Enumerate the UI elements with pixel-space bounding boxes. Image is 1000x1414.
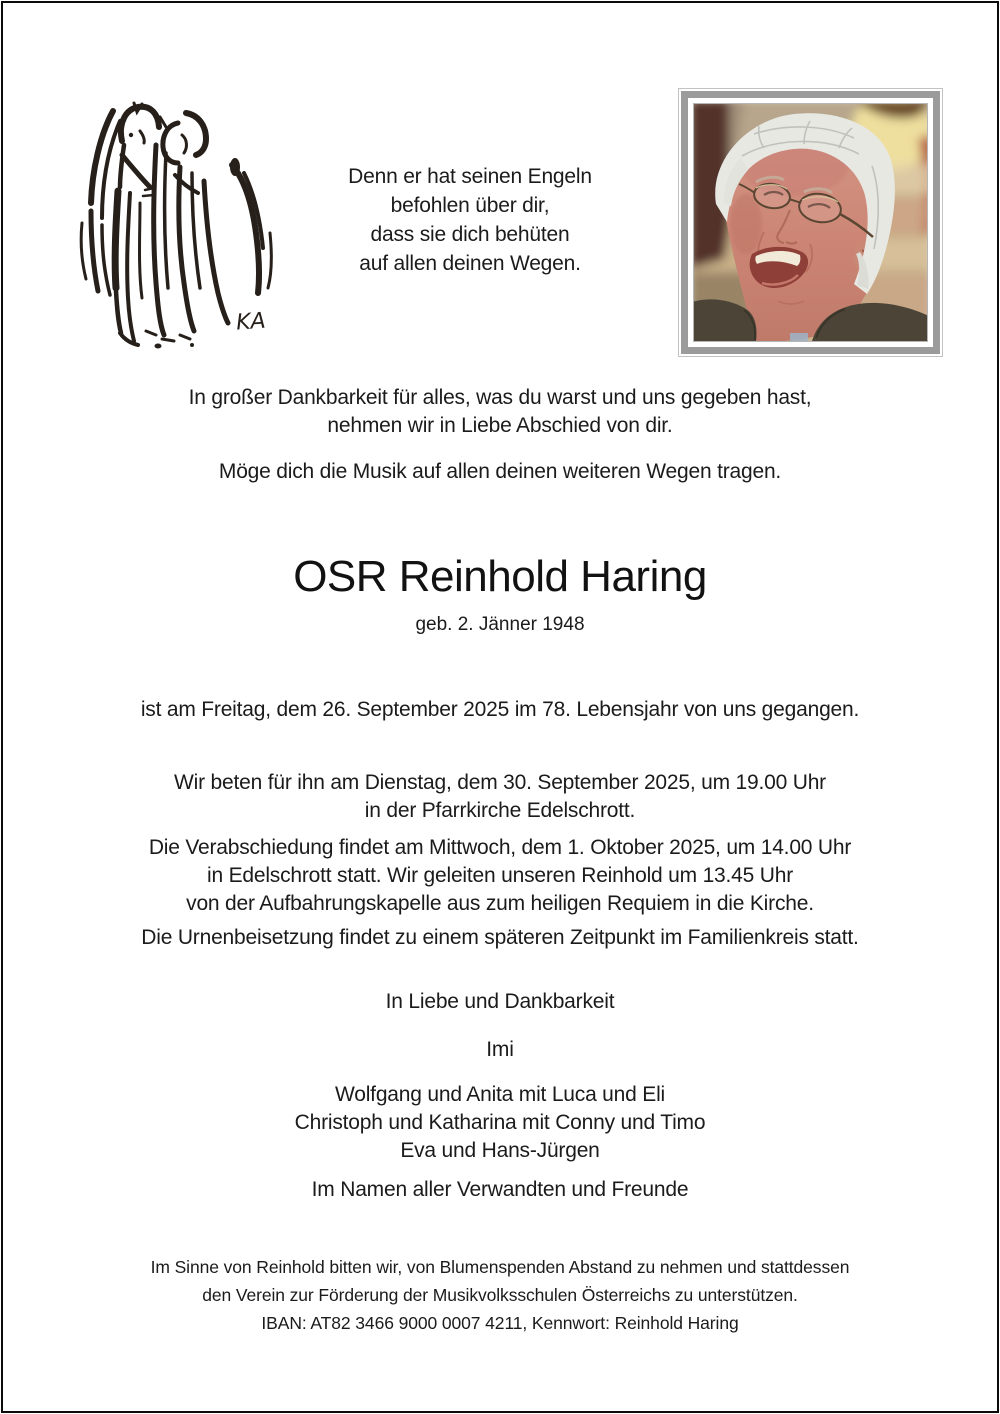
prayer-line: Wir beten für ihn am Dienstag, dem 30. September 2025, um 19.00 Uhr bbox=[174, 771, 826, 794]
quote-line: befohlen über dir, bbox=[390, 194, 550, 217]
wife-name: Imi bbox=[486, 1038, 514, 1061]
gratitude-line: In Liebe und Dankbarkeit bbox=[385, 990, 615, 1013]
farewell-line: von der Aufbahrungskapelle aus zum heiligen Requiem in die Kirche. bbox=[186, 892, 814, 915]
portrait-photo-frame bbox=[678, 88, 943, 357]
psalm-quote bbox=[255, 162, 685, 278]
prayer-line: in der Pfarrkirche Edelschrott. bbox=[364, 799, 636, 822]
passing-paragraph bbox=[0, 696, 1000, 724]
quote-line: dass sie dich behüten bbox=[370, 223, 570, 246]
intro-line: In großer Dankbarkeit für alles, was du warst und uns gegeben hast, bbox=[188, 386, 812, 409]
portrait-photo-mat bbox=[681, 91, 940, 354]
farewell-paragraph bbox=[0, 834, 1000, 918]
family-line: Wolfgang und Anita mit Luca und Eli bbox=[335, 1083, 665, 1106]
farewell-line: Die Verabschiedung findet am Mittwoch, dem 1. Oktober 2025, um 14.00 Uhr bbox=[148, 836, 852, 859]
donation-line: den Verein zur Förderung der Musikvolksschulen Österreichs zu unterstützen. bbox=[202, 1285, 798, 1305]
deceased-name: OSR Reinhold Haring bbox=[293, 552, 707, 601]
music-line: Möge dich die Musik auf allen deinen weiteren Wegen tragen. bbox=[218, 460, 782, 483]
music-paragraph bbox=[0, 458, 1000, 486]
family-line: Eva und Hans-Jürgen bbox=[400, 1139, 600, 1162]
birth-date: geb. 2. Jänner 1948 bbox=[415, 614, 585, 635]
urn-paragraph bbox=[0, 924, 1000, 952]
relatives-line: Im Namen aller Verwandten und Freunde bbox=[311, 1178, 689, 1201]
intro-paragraph bbox=[0, 384, 1000, 440]
donation-line: IBAN: AT82 3466 9000 0007 4211, Kennwort: Reinhold Haring bbox=[261, 1313, 739, 1333]
portrait-photo-svg bbox=[694, 104, 927, 341]
donation-paragraph bbox=[0, 1253, 1000, 1337]
quote-line: Denn er hat seinen Engeln bbox=[348, 165, 592, 188]
gratitude-line-block bbox=[0, 988, 1000, 1016]
wife-name-block bbox=[0, 1036, 1000, 1064]
family-line: Christoph und Katharina mit Conny und Timo bbox=[294, 1111, 706, 1134]
portrait-photo bbox=[693, 103, 928, 342]
prayer-paragraph bbox=[0, 769, 1000, 825]
passing-line: ist am Freitag, dem 26. September 2025 im 78. Lebensjahr von uns gegangen. bbox=[140, 698, 860, 721]
intro-line: nehmen wir in Liebe Abschied von dir. bbox=[327, 414, 673, 437]
donation-line: Im Sinne von Reinhold bitten wir, von Blumenspenden Abstand zu nehmen und stattdessen bbox=[150, 1257, 850, 1277]
farewell-line: in Edelschrott statt. Wir geleiten unseren Reinhold um 13.45 Uhr bbox=[206, 864, 793, 887]
relatives-line-block bbox=[0, 1176, 1000, 1204]
quote-line: auf allen deinen Wegen. bbox=[359, 252, 581, 275]
artist-signature: KA bbox=[235, 308, 267, 336]
family-names-block bbox=[0, 1081, 1000, 1165]
urn-line: Die Urnenbeisetzung findet zu einem späteren Zeitpunkt im Familienkreis statt. bbox=[141, 926, 859, 949]
